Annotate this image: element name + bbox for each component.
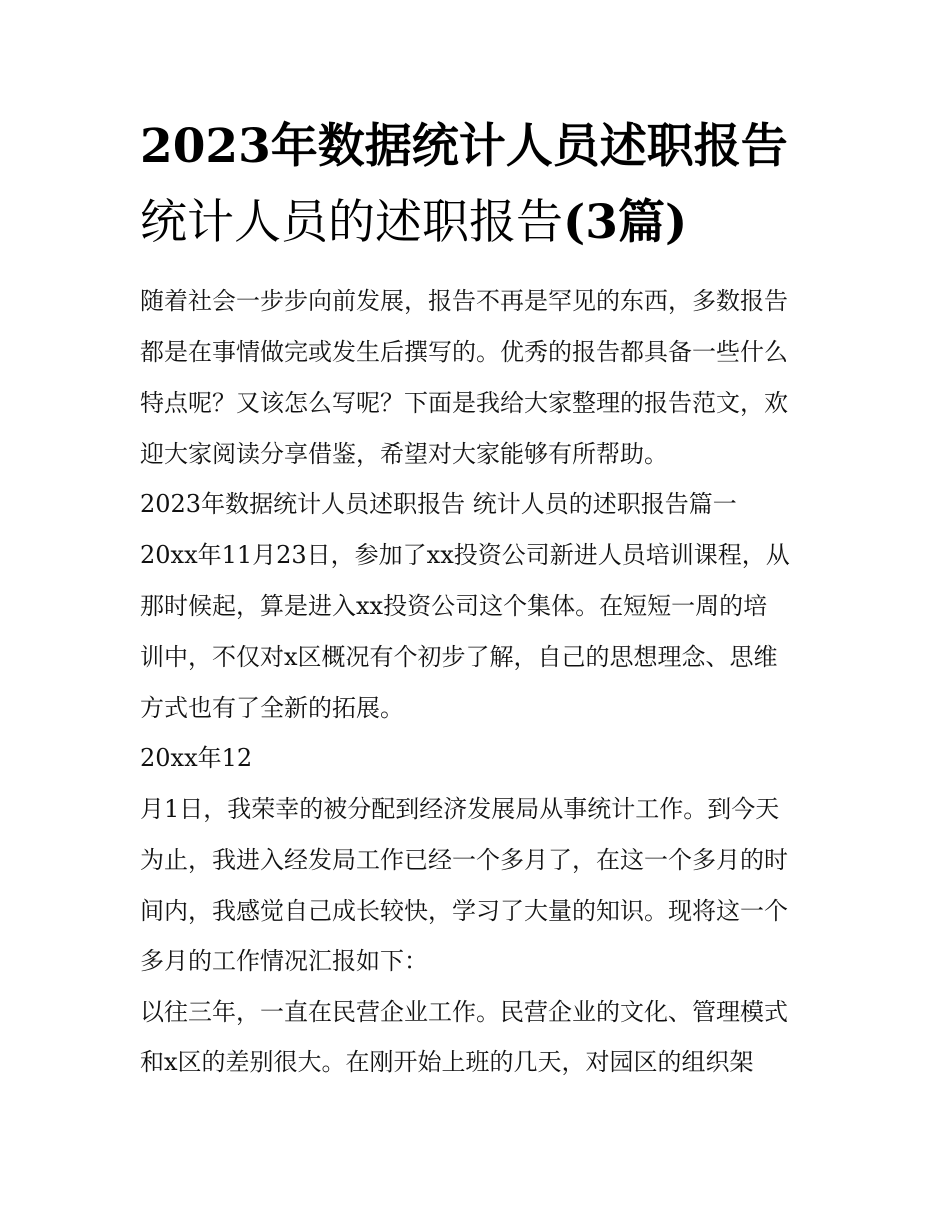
- body-line: 随着社会一步步向前发展，报告不再是罕见的东西，多数报告: [140, 287, 788, 315]
- body-line: 以往三年，一直在民营企业工作。民营企业的文化、管理模式: [140, 998, 788, 1026]
- body-line: 20xx年11月23日，参加了xx投资公司新进人员培训课程，从: [140, 541, 790, 569]
- body-line: 那时候起，算是进入xx投资公司这个集体。在短短一周的培: [140, 592, 768, 620]
- body-line: 月1日，我荣幸的被分配到经济发展局从事统计工作。到今天: [140, 795, 780, 823]
- section-heading: 2023年数据统计人员述职报告 统计人员的述职报告篇一: [140, 490, 737, 518]
- body-line: 迎大家阅读分享借鉴，希望对大家能够有所帮助。: [140, 440, 668, 468]
- body-line: 方式也有了全新的拓展。: [140, 694, 404, 722]
- body-line: 特点呢？又该怎么写呢？下面是我给大家整理的报告范文，欢: [140, 389, 788, 417]
- document-title-line-2: [140, 193, 687, 253]
- body-line: 训中，不仅对x区概况有个初步了解，自己的思想理念、思维: [140, 643, 778, 671]
- title-count: (3篇): [563, 195, 688, 250]
- body-line: 为止，我进入经发局工作已经一个多月了，在这一个多月的时: [140, 846, 788, 874]
- body-line: 20xx年12: [140, 744, 253, 772]
- body-line: 间内，我感觉自己成长较快，学习了大量的知识。现将这一个: [140, 897, 788, 925]
- title-text: 统计人员的述职报告: [140, 195, 563, 250]
- body-line: 和x区的差别很大。在刚开始上班的几天，对园区的组织架: [140, 1048, 754, 1076]
- body-line: 多月的工作情况汇报如下：: [140, 947, 428, 975]
- body-line: 都是在事情做完或发生后撰写的。优秀的报告都具备一些什么: [140, 338, 788, 366]
- document-title-line-1: 2023年数据统计人员述职报告: [140, 119, 788, 174]
